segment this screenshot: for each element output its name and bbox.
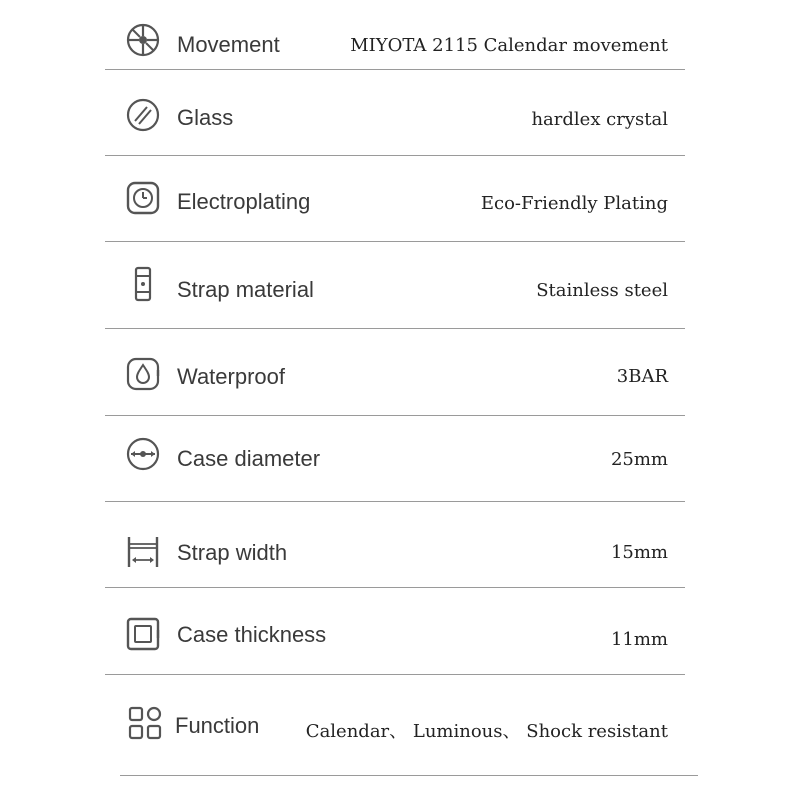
- spec-value-electroplating: Eco-Friendly Plating: [480, 193, 668, 214]
- spec-label-case-diameter: Case diameter: [177, 446, 321, 471]
- spec-row-waterproof: [105, 329, 685, 416]
- spec-label-electroplating: Electroplating: [177, 189, 311, 214]
- spec-value-strap-width: 15mm: [610, 542, 668, 563]
- watch-face-icon: [125, 180, 161, 216]
- diameter-icon: [125, 436, 161, 472]
- spec-label-strap-width: Strap width: [177, 540, 288, 565]
- strap-icon: [125, 266, 161, 302]
- spec-value-movement: MIYOTA 2115 Calendar movement: [350, 35, 668, 56]
- spec-value-strap-material: Stainless steel: [536, 280, 668, 301]
- water-drop-icon: [125, 356, 161, 392]
- spec-row-strap-material: [105, 242, 685, 329]
- spec-value-waterproof: 3BAR: [616, 366, 668, 387]
- spec-row-glass: [105, 70, 685, 156]
- spec-label-strap-material: Strap material: [177, 277, 314, 302]
- spec-row-case-diameter: [105, 416, 685, 502]
- spec-value-glass: hardlex crystal: [531, 109, 668, 130]
- function-grid-icon: [127, 705, 163, 741]
- spec-row-case-thickness: [105, 588, 685, 675]
- spec-row-electroplating: [105, 156, 685, 242]
- spec-label-waterproof: Waterproof: [177, 364, 286, 389]
- movement-gear-icon: [125, 22, 161, 58]
- spec-row-strap-width: [105, 502, 685, 588]
- spec-row-movement: [105, 0, 685, 70]
- width-icon: [125, 534, 161, 570]
- spec-value-case-diameter: 25mm: [610, 449, 668, 470]
- spec-value-function: Calendar、 Luminous、 Shock resistant: [305, 721, 668, 742]
- spec-value-case-thickness: 11mm: [610, 629, 668, 650]
- spec-label-movement: Movement: [177, 32, 280, 57]
- glass-icon: [125, 97, 161, 133]
- spec-label-function: Function: [175, 713, 260, 738]
- case-thickness-icon: [125, 616, 161, 652]
- spec-row-function: [120, 675, 698, 776]
- spec-label-glass: Glass: [177, 105, 234, 130]
- spec-label-case-thickness: Case thickness: [177, 622, 327, 647]
